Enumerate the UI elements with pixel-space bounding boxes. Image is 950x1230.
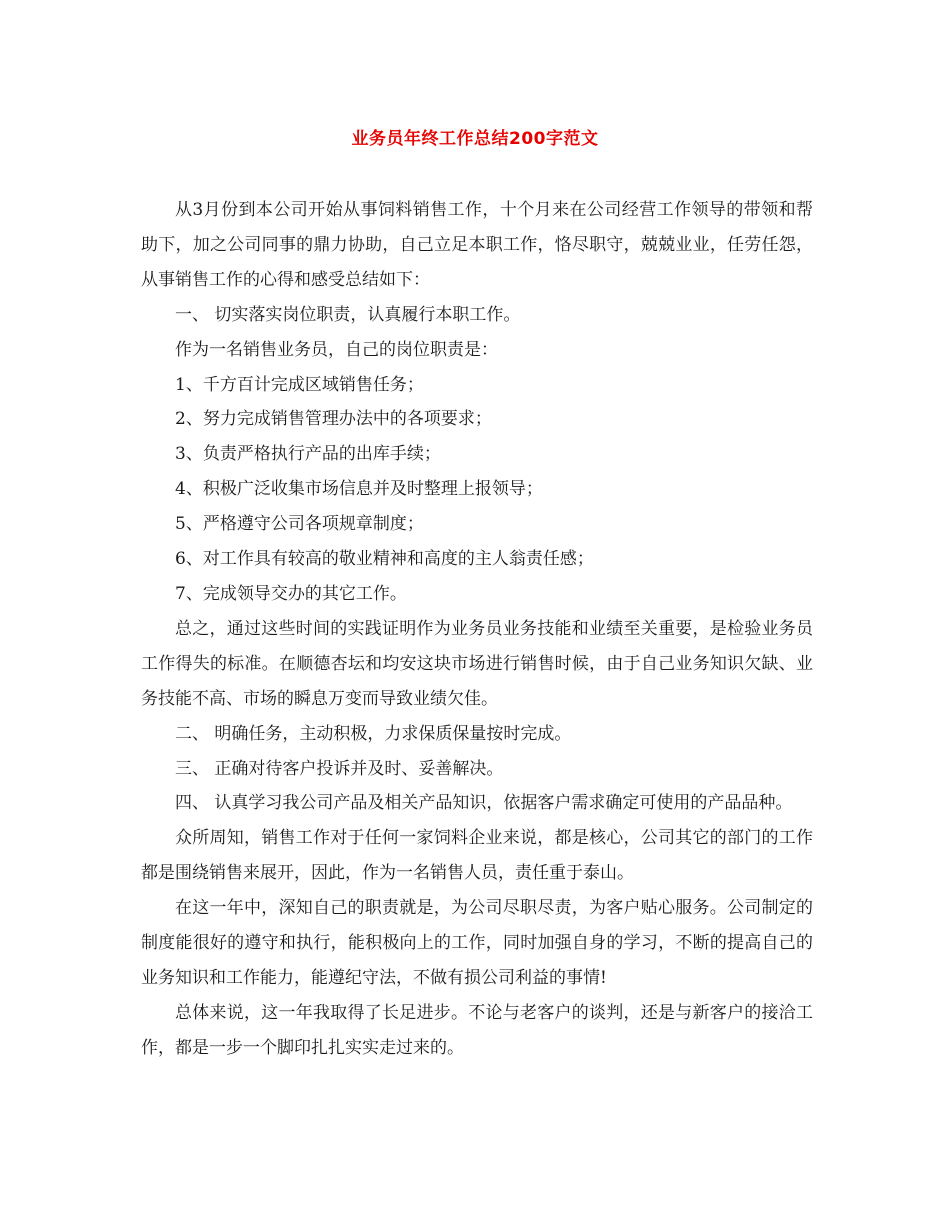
list-item-2: 2、努力完成销售管理办法中的各项要求； — [175, 409, 492, 430]
document-title: 业务员年终工作总结200字范文 — [351, 129, 599, 149]
section-heading-3: 三、 正确对待客户投诉并及时、妥善解决。 — [175, 758, 504, 779]
section-heading-1: 一、 切实落实岗位职责，认真履行本职工作。 — [175, 304, 521, 325]
list-item-7: 7、完成领导交办的其它工作。 — [175, 583, 407, 604]
document-body — [141, 193, 813, 1066]
list-item-1: 1、千方百计完成区域销售任务； — [175, 374, 424, 395]
section-heading-4: 四、 认真学习我公司产品及相关产品知识，依据客户需求确定可使用的产品品种。 — [175, 793, 793, 814]
list-item-6: 6、对工作具有较高的敬业精神和高度的主人翁责任感； — [175, 549, 594, 570]
paragraph-conclusion: 总体来说，这一年我取得了长足进步。不论与老客户的谈判，还是与新客户的接洽工作，都是一步一个脚印扎扎实实走过来的。 — [141, 1002, 813, 1058]
paragraph: 在这一年中，深知自己的职责就是，为公司尽职尽责，为客户贴心服务。公司制定的制度能很好的遵守和执行，能积极向上的工作，同时加强自身的学习，不断的提高自己的业务知识和工作能力，能遵纪守法，不做有损公司利益的事情! — [141, 898, 813, 988]
paragraph: 众所周知，销售工作对于任何一家饲料企业来说，都是核心，公司其它的部门的工作都是围绕销售来展开，因此，作为一名销售人员，责任重于泰山。 — [141, 828, 813, 884]
list-item-4: 4、积极广泛收集市场信息并及时整理上报领导； — [175, 479, 543, 500]
list-item-5: 5、严格遵守公司各项规章制度； — [175, 514, 424, 535]
list-item-3: 3、负责严格执行产品的出库手续； — [175, 444, 441, 465]
paragraph-summary: 总之，通过这些时间的实践证明作为业务员业务技能和业绩至关重要，是检验业务员工作得失的标准。在顺德杏坛和均安这块市场进行销售时候，由于自己业务知识欠缺、业务技能不高、市场的瞬息万变而导致业绩欠佳。 — [141, 618, 813, 709]
paragraph-intro: 从3月份到本公司开始从事饲料销售工作，十个月来在公司经营工作领导的带领和帮助下，加之公司同事的鼎力协助，自己立足本职工作，恪尽职守，兢兢业业，任劳任怨，从事销售工作的心得和感受总结如下： — [141, 200, 813, 290]
paragraph: 作为一名销售业务员，自己的岗位职责是： — [175, 339, 498, 360]
section-heading-2: 二、 明确任务，主动积极，力求保质保量按时完成。 — [175, 723, 572, 744]
